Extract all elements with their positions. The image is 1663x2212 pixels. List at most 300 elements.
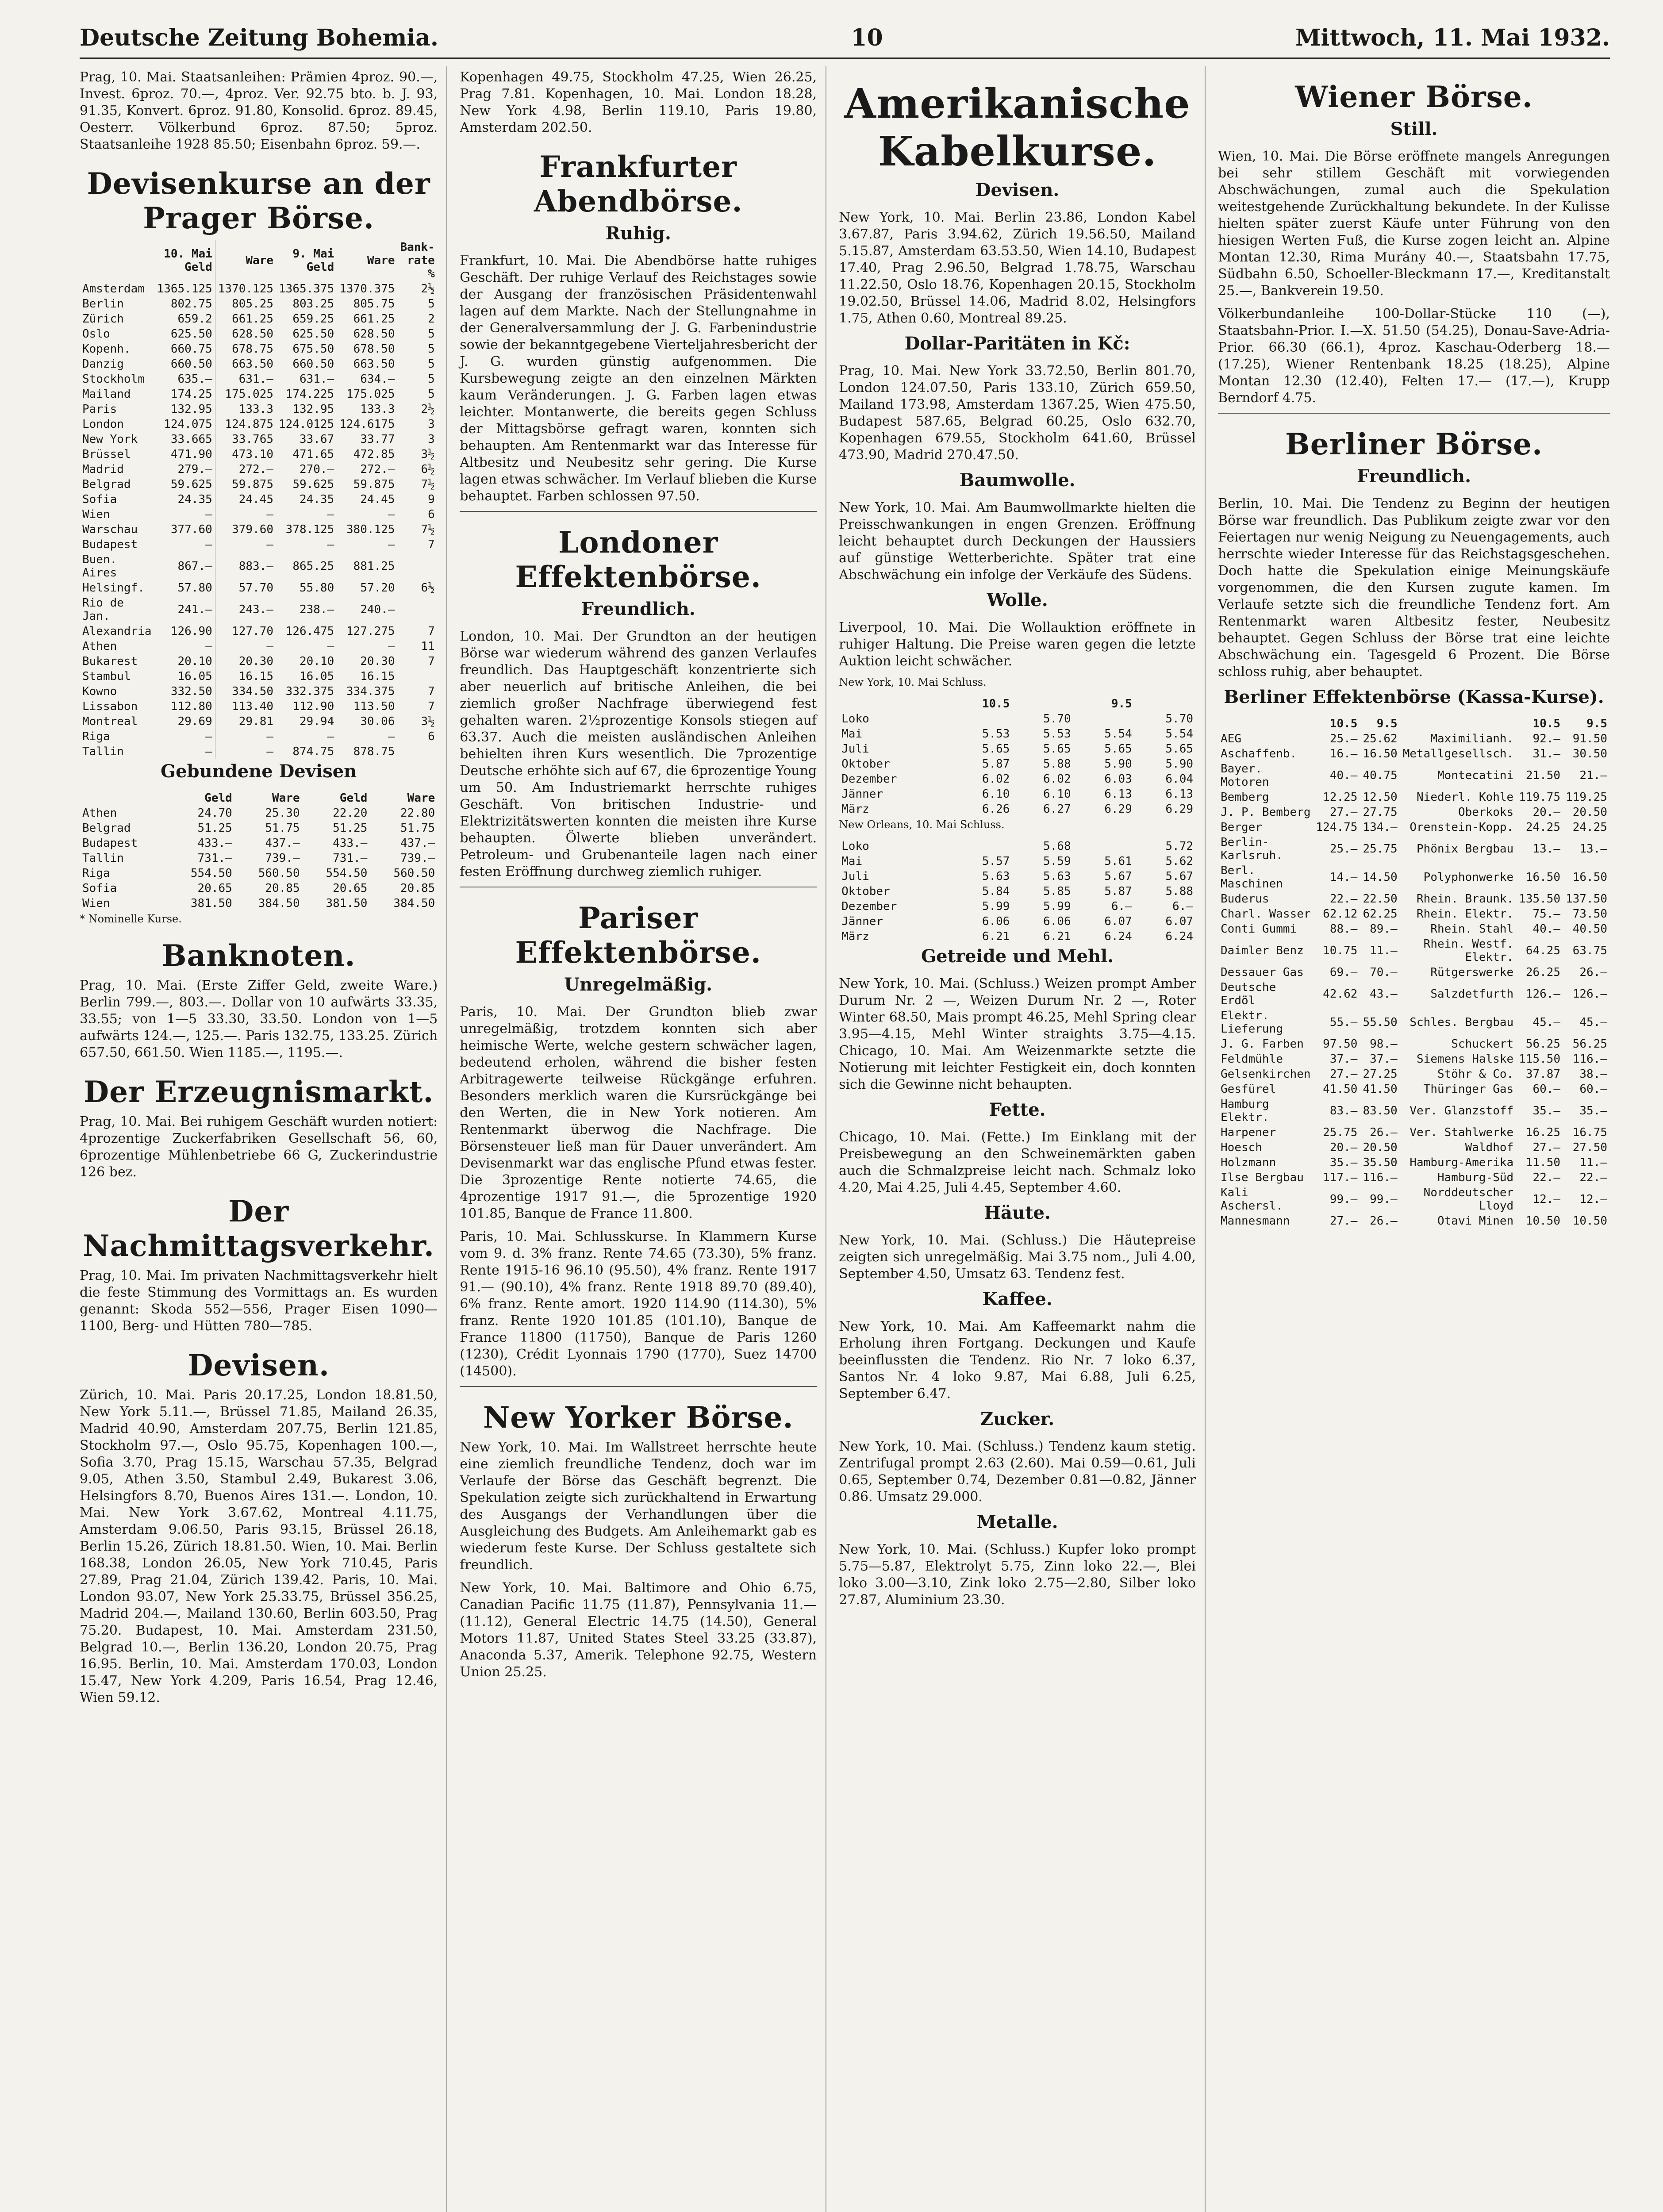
table-cell: 634.— [360,373,395,386]
table-cell: 802.75 [170,297,212,311]
table-cell: 867.— [177,560,212,573]
table-cell: 16.25 [1525,1126,1561,1139]
table-cell: 20.30 [215,654,276,669]
zucker-text: New York, 10. Mai. (Schluss.) Tendenz kaum stetig. Zentrifugal prompt 2.63 (2.60). Mai 0.59—0.61, Juli 0.65, September 0.74, Dezember 0.81—0.82, Jänner 0.86. Umsatz 29.000. [839,1439,1196,1505]
table-cell: 6.02 [982,772,1010,786]
paris-title: Pariser Effektenbörse. [515,901,761,970]
table-cell: Mailand [82,388,131,401]
table-cell: Otavi Minen [1437,1214,1514,1228]
frankfurt-text: Frankfurt, 10. Mai. Die Abendbörse hatte ruhiges Geschäft. Der ruhige Verlauf des Reichstages sowie der Ausgang der französischen Präsidentenwahl lagen auf dem Markte. Nach der Stellungnahme in der Generalversammlung der J. G. Farbenindustrie sowie der bekanntgegebene Vierteljahresbericht der J. G. wurden günstig aufgenommen. Die Kursbewegung zeigte an den einzelnen Märkten kaum Veränderungen. J. G. Farben lagen etwas leichter. Montanwerte, die bereits gegen Schluss der Mittagsbörse gefragt waren, konnten sich behaupten. Am Rentenmarkt war das Interesse für Altbesitz und Neubesitz sehr gering. Die Kurse lagen etwas schwächer. Im Verlauf blieben die Kurse behauptet. Farben schlossen 97.50. [460,253,817,504]
table-cell: — [215,639,276,654]
table-cell: Waldhof [1465,1141,1514,1154]
table-cell: 739.— [400,852,435,865]
table-cell: Hamburg-Süd [1437,1171,1514,1184]
table-cell: Orenstein-Kopp. [1410,821,1514,834]
table-cell: 6.24 [1165,930,1194,943]
table-cell: 5.70 [1165,712,1194,726]
table-row [1218,1170,1610,1185]
table-header-cell: Ware [367,254,395,267]
table-row [839,726,1196,741]
table-cell: 126.90 [170,625,212,638]
table-cell: — [327,538,334,551]
table-row [80,402,438,417]
table-cell: — [388,508,395,521]
table-cell: 26.— [1370,1126,1398,1139]
table-header-cell: 9.5 [1586,717,1608,730]
table-cell: 57.20 [360,581,395,595]
table-row [839,929,1196,944]
table-cell: 5 [428,357,435,371]
table-cell: Riga [82,730,110,743]
table-cell: 124.875 [215,417,276,432]
table-cell: Berlin-Karlsruh. [1221,836,1283,862]
table-cell: 40.— [1329,769,1358,782]
table-cell: 5.67 [1165,870,1194,883]
devisen-prague-table [80,240,438,759]
nachmittagsverkehr-title: Der Nachmittagsverkehr. [83,1194,434,1263]
table-cell: 59.625 [292,478,334,491]
table-cell: 5 [428,342,435,356]
table-cell: 7½ [421,478,435,491]
wolle-title: Wolle. [987,590,1048,611]
table-cell: Schles. Bergbau [1410,1016,1514,1029]
table-cell [397,552,437,580]
table-cell: 13.— [1532,842,1561,856]
table-cell: Oktober [841,757,890,771]
table-cell: 6.27 [1043,803,1071,816]
table-cell: 2½ [421,282,435,296]
table-cell: 41.50 [1363,1083,1398,1096]
devisen-prague-title: Devisenkurse an der Prager Börse. [87,166,430,235]
table-cell: 6.13 [1104,787,1132,801]
table-cell: Dezember [841,900,897,913]
table-cell: 97.50 [1323,1037,1358,1051]
table-cell: Belgrad [82,478,131,491]
table-cell: 272.— [215,462,276,477]
table-cell: 16.50 [1525,871,1561,884]
table-cell: 16.15 [360,670,395,683]
table-row [80,417,438,432]
table-cell: — [327,640,334,653]
table-cell: 5.59 [1043,855,1071,868]
table-cell: 384.50 [258,897,300,910]
table-row [1218,805,1610,820]
table-header-cell: 10.5 [1532,717,1561,730]
table-cell: Montecatini [1437,769,1514,782]
table-cell: 25.75 [1363,842,1398,856]
table-cell: 660.50 [292,357,334,371]
table-cell: 124.75 [1316,821,1358,834]
table-row [1218,746,1610,761]
table-row [80,372,438,387]
table-cell: 5.90 [1104,757,1132,771]
table-cell: 134.— [1363,821,1398,834]
table-cell: 5.85 [1043,885,1071,898]
table-cell: 133.3 [215,402,276,417]
banknoten-title: Banknoten. [161,938,356,973]
table-cell: 5 [428,388,435,401]
table-cell: 16.15 [215,669,276,684]
table-cell: 5.61 [1104,855,1132,868]
table-cell: 51.25 [197,822,232,835]
table-cell: 805.25 [215,296,276,311]
table-cell: 6.04 [1165,772,1194,786]
table-cell: 27.— [1329,1068,1358,1081]
table-cell: 6.10 [982,787,1010,801]
table-cell: Loko [841,712,869,726]
table-cell: 99.— [1329,1193,1358,1206]
table-cell: 471.90 [170,448,212,461]
table-row [80,552,438,580]
table-cell [951,839,1012,854]
table-cell: Lissabon [82,700,138,713]
wien-title: Wiener Börse. [1295,80,1533,114]
table-cell: 5 [428,327,435,341]
berlin-text: Berlin, 10. Mai. Die Tendenz zu Beginn der heutigen Börse war freundlich. Das Publikum zeigte zwar vor den Feiertagen nur wenig Neigung zu Neuengagements, auch herrschte wieder Interesse für das Reichstagsgeschehen. Doch hatte die Spekulation einige Meinungskäufe vorgenommen, die den Kursen zugute kamen. Im Verlaufe setzte sich die freundliche Tendenz fort. Am Rentenmarkt waren Altbesitz fester, Neubesitz behauptet. Gegen Schluss der Börse trat eine leichte Abschwächung ein. Tagesgeld 6 Prozent. Die Börse schloss ruhig, aber behauptet. [1218,496,1610,680]
table-cell: 631.— [299,373,334,386]
table-row [1218,1155,1610,1170]
table-cell: 119.25 [1566,791,1608,804]
table-cell: 6.21 [982,930,1010,943]
table-cell: 433.— [333,837,368,850]
table-header-cell [1400,716,1516,731]
table-cell: Buderus [1221,892,1269,906]
table-cell: 26.— [1370,1214,1398,1228]
table-cell: 127.275 [346,625,395,638]
table-cell [1074,711,1135,726]
table-cell: 16.05 [177,670,212,683]
table-cell: 91.50 [1572,732,1608,745]
table-cell: 5.99 [982,900,1010,913]
table-cell: 238.— [299,603,334,616]
table-cell: Kopenh. [82,342,131,356]
table-cell: 29.94 [299,715,334,728]
table-cell: 59.875 [215,477,276,492]
table-header-cell: 9. Mai Geld [292,247,334,274]
table-cell: 1370.375 [339,282,395,296]
table-cell: 24.25 [1525,821,1561,834]
table-cell: 437.— [400,837,435,850]
table-cell: Polyphonwerke [1423,871,1514,884]
table-cell: Salzdetfurth [1430,987,1514,1001]
table-cell: Rütgerswerke [1430,966,1514,979]
table-cell: 5.53 [1043,727,1071,741]
table-cell: 137.50 [1566,892,1608,906]
table-cell: 132.95 [292,403,334,416]
table-cell [397,744,437,759]
table-cell: 63.75 [1572,944,1608,957]
table-row [80,624,438,639]
table-cell: 471.65 [292,448,334,461]
table-row [839,869,1196,884]
table-cell: 805.75 [353,297,395,311]
table-cell: 6.— [1111,900,1132,913]
table-cell: 10.75 [1323,944,1358,957]
ny-cotton-title: New York, 10. Mai Schluss. [839,676,987,688]
table-cell: Sofia [82,493,117,506]
table-cell: 272.— [360,463,395,476]
table-cell: 6.21 [1043,930,1071,943]
table-cell: 10.50 [1525,1214,1561,1228]
table-cell: 16.75 [1572,1126,1608,1139]
page-header [80,18,1610,59]
table-cell: Wien [82,508,110,521]
table-cell: 663.50 [215,357,276,372]
table-cell: Gesfürel [1221,1083,1276,1096]
neworleans-cotton-table [839,839,1196,944]
table-cell: 16.05 [299,670,334,683]
table-cell: 1370.125 [215,281,276,296]
table-row [1218,922,1610,937]
table-cell: 26.— [1579,966,1608,979]
table-cell: 6.07 [1165,915,1194,928]
table-row [1218,835,1610,863]
table-cell: — [205,508,212,521]
table-cell: 5.62 [1165,855,1194,868]
table-cell: London [82,418,124,431]
table-cell: 175.025 [215,387,276,402]
table-cell: 628.50 [215,326,276,342]
table-cell: Oberkoks [1458,806,1514,819]
table-cell: 5.54 [1104,727,1132,741]
table-cell: 24.45 [360,493,395,506]
table-cell: 384.50 [393,897,435,910]
frankfurt-subtitle: Ruhig. [605,223,671,244]
column-1 [80,66,447,2212]
table-header-cell: 9.5 [1376,717,1398,730]
paris-closing-text: Paris, 10. Mai. Schlusskurse. In Klammern Kurse vom 9. d. 3% franz. Rente 74.65 (73.30), 5% franz. Rente 1915-16 96.10 (95.50), 4% franz. Rente 1917 91.— (90.10), 4% franz. Rente 1918 89.70 (89.40), 6% franz. Rente amort. 1920 114.90 (114.30), 5% franz. Rente 1920 101.85 (101.10), Banque de France 11800 (11750), Banque de Paris 1260 (1230), Crédit Lyonnais 1790 (1770), Suez 14700 (14500). [460,1229,817,1379]
table-cell: 92.— [1532,732,1561,745]
berlin-subtitle: Freundlich. [1356,466,1471,487]
table-row [839,884,1196,899]
table-cell: 243.— [215,595,276,624]
table-cell: Niederl. Kohle [1417,791,1514,804]
table-row [80,522,438,537]
table-cell: 332.375 [285,685,334,698]
table-cell: 659.2 [177,312,212,326]
table-cell: Rhein. Braunk. [1417,892,1514,906]
table-cell: Wien [82,897,110,910]
table-header-cell: Ware [272,791,300,805]
table-cell: 26.25 [1525,966,1561,979]
table-row [80,580,438,595]
table-cell: Kali Aschersl. [1221,1186,1283,1213]
table-row [839,757,1196,772]
table-cell: 10.50 [1572,1214,1608,1228]
table-cell: 874.75 [292,745,334,758]
table-cell: 27.75 [1363,806,1398,819]
table-cell: Norddeutscher Lloyd [1423,1186,1514,1213]
table-cell: 437.— [265,837,300,850]
table-cell: 33.77 [360,433,395,446]
table-cell: 62.25 [1363,907,1398,921]
table-cell: 12.— [1579,1193,1608,1206]
table-cell: Mai [841,727,863,741]
table-row [80,507,438,522]
table-cell: 25.30 [265,806,300,820]
table-cell: 89.— [1370,922,1398,936]
fette-title: Fette. [989,1099,1046,1120]
table-cell: 661.25 [353,312,395,326]
table-cell: Aschaffenb. [1221,747,1297,760]
table-cell: Alexandria [82,625,152,638]
table-cell: 660.75 [170,342,212,356]
table-cell: 30.50 [1572,747,1608,760]
table-row [1218,731,1610,746]
table-cell: 628.50 [353,327,395,341]
table-row [80,881,438,896]
table-cell: Budapest [82,538,138,551]
table-header-row [839,696,1196,711]
table-cell: 56.25 [1572,1037,1608,1051]
page-number: 10 [851,24,883,51]
table-cell: März [841,930,869,943]
table-cell: 41.50 [1323,1083,1358,1096]
table-cell: 660.50 [170,357,212,371]
table-cell: 675.50 [292,342,334,356]
table-cell: 31.— [1532,747,1561,760]
table-cell: 7 [428,625,435,638]
table-cell: 334.50 [215,684,276,699]
table-cell: 27.— [1532,1141,1561,1154]
table-cell: — [327,508,334,521]
table-cell: 88.— [1329,922,1358,936]
table-row [80,836,438,851]
table-row [80,357,438,372]
table-cell: Hamburg-Amerika [1410,1156,1514,1169]
table-row [80,699,438,714]
table-row [839,839,1196,854]
table-cell: 6 [428,730,435,743]
divider [460,1386,817,1387]
table-cell: Bayer. Motoren [1221,762,1269,789]
table-cell: 27.25 [1363,1068,1398,1081]
table-cell: 20.65 [333,882,368,895]
table-cell: 175.025 [346,388,395,401]
table-cell: 51.75 [400,822,435,835]
table-row [80,387,438,402]
table-cell: 6.06 [982,915,1010,928]
table-cell: 33.765 [215,432,276,447]
table-cell: 132.95 [170,403,212,416]
table-header-cell: Ware [215,240,276,281]
table-cell: 3 [428,418,435,431]
table-cell: Berlin [82,297,124,311]
table-cell: 3½ [421,448,435,461]
table-cell: 5.67 [1104,870,1132,883]
table-cell: 5.90 [1165,757,1194,771]
table-header-cell [80,240,154,281]
table-cell: 5 [428,373,435,386]
table-header-cell: 10.5 [1329,717,1358,730]
table-row [80,654,438,669]
table-cell: 22.— [1532,1171,1561,1184]
table-cell: — [388,730,395,743]
devisen-title: Devisen. [188,1348,330,1382]
table-row [80,896,438,911]
table-cell: 22.— [1579,1171,1608,1184]
table-cell: März [841,803,869,816]
table-cell: 270.— [299,463,334,476]
table-cell: 6.29 [1104,803,1132,816]
table-cell: Dessauer Gas [1221,966,1304,979]
paris-text: Paris, 10. Mai. Der Grundton blieb zwar unregelmäßig, trotzdem konnten sich aber heimische Werte, welche gestern schwächer lagen, bedeutend erholen, während die bisher festen Arbitragewerte teilweise Rückgänge erfuhren. Besonders merklich waren die Kursrückgänge bei den Werten, die in New York notieren. Am Rentenmarkt überwog die Nachfrage. Die Börsensteuer ließ man für Dauer unverändert. Am Devisenmarkt war das englische Pfund etwas fester. Die 3prozentige Rente notierte 74.65, die 4prozentige 1917 91.—, die 5prozentige 1920 101.85, Banque de France 11.800. [460,1004,817,1221]
table-cell: J. P. Bemberg [1221,806,1311,819]
table-row [1218,1037,1610,1052]
table-header-cell [1218,716,1314,731]
table-row [1218,1067,1610,1082]
zucker-title: Zucker. [980,1409,1055,1429]
table-cell: Rhein. Stahl [1430,922,1514,936]
table-cell: 865.25 [292,560,334,573]
table-cell: 377.60 [170,523,212,536]
table-cell: 70.— [1370,966,1398,979]
table-cell: 60.— [1532,1083,1561,1096]
table-cell: 51.25 [333,822,368,835]
table-cell [397,595,437,624]
table-cell: 20.10 [299,655,334,668]
table-cell: 83.— [1329,1104,1358,1118]
table-cell: 5.70 [1043,712,1071,726]
table-cell: 112.90 [292,700,334,713]
table-cell: Phönix Bergbau [1417,842,1514,856]
table-cell: Charl. Wasser [1221,907,1311,921]
table-cell: 133.3 [360,403,395,416]
banknoten-text: Prag, 10. Mai. (Erste Ziffer Geld, zweite Ware.) Berlin 799.—, 803.—. Dollar von 10 aufwärts 33.35, 33.55; von 1—5 33.30, 33.50. London von 1—5 aufwärts 124.—, 125.—. Paris 132.75, 133.25. Zürich 657.50, 661.50. Wien 1185.—, 1195.—. [80,978,438,1060]
table-cell: 20.50 [1572,806,1608,819]
kopenhagen-text: Kopenhagen 49.75, Stockholm 47.25, Wien 26.25, Prag 7.81. Kopenhagen, 10. Mai. London 18.28, New York 4.98, Berlin 119.10, Paris 19.80, Amsterdam 202.50. [460,69,817,135]
amerik-text: New York, 10. Mai. Berlin 23.86, London Kabel 3.67.87, Paris 3.94.62, Zürich 19.56.50, Mailand 5.15.87, Amsterdam 63.53.50, Wien 14.10, Budapest 17.40, Prag 2.96.50, Belgrad 1.78.75, Warschau 11.22.50, Oslo 18.76, Kopenhagen 20.15, Stockholm 19.02.50, Brüssel 14.06, Madrid 8.02, Helsingfors 1.75, Athen 0.60, Montreal 89.25. [839,210,1196,326]
baumwolle-text: New York, 10. Mai. Am Baumwollmarkte hielten die Preisschwankungen in engen Grenzen. Eröffnung leicht behauptet durch Deckungen der Haussiers auf günstige Wetterberichte. Später trat eine Abschwächung ein infolge der Verkäufe des Südens. [839,500,1196,583]
valuten-note: * Nominelle Kurse. [80,913,182,925]
table-row [1218,980,1610,1008]
table-cell [951,711,1012,726]
table-cell: 803.25 [292,297,334,311]
table-cell: Ilse Bergbau [1221,1171,1304,1184]
table-row [1218,906,1610,922]
table-row [1218,1082,1610,1097]
table-row [839,914,1196,929]
table-cell: Mai [841,855,863,868]
table-cell: 35.— [1579,1104,1608,1118]
table-cell: Riga [82,867,110,880]
table-cell: 30.06 [360,715,395,728]
table-cell: Paris [82,403,117,416]
table-cell: New York [82,433,138,446]
table-cell: 6.02 [1043,772,1071,786]
table-cell: 124.0125 [279,418,334,431]
table-cell: AEG [1221,732,1241,745]
table-cell: 6.— [1172,900,1194,913]
table-cell: 35.50 [1363,1156,1398,1169]
table-cell: 554.50 [326,867,368,880]
table-cell: 5.99 [1043,900,1071,913]
table-row [1218,1125,1610,1140]
table-cell: — [388,640,395,653]
table-row [80,714,438,729]
table-cell: 661.25 [215,311,276,326]
table-cell: 883.— [215,552,276,580]
table-cell: 24.25 [1572,821,1608,834]
table-cell: 5.84 [982,885,1010,898]
column-3 [839,66,1206,2212]
table-cell: Daimler Benz [1221,944,1304,957]
divider [460,511,817,512]
table-header-cell: 10.5 [982,697,1010,710]
table-header-cell [80,791,167,806]
table-row [80,806,438,821]
table-cell: 33.665 [170,433,212,446]
